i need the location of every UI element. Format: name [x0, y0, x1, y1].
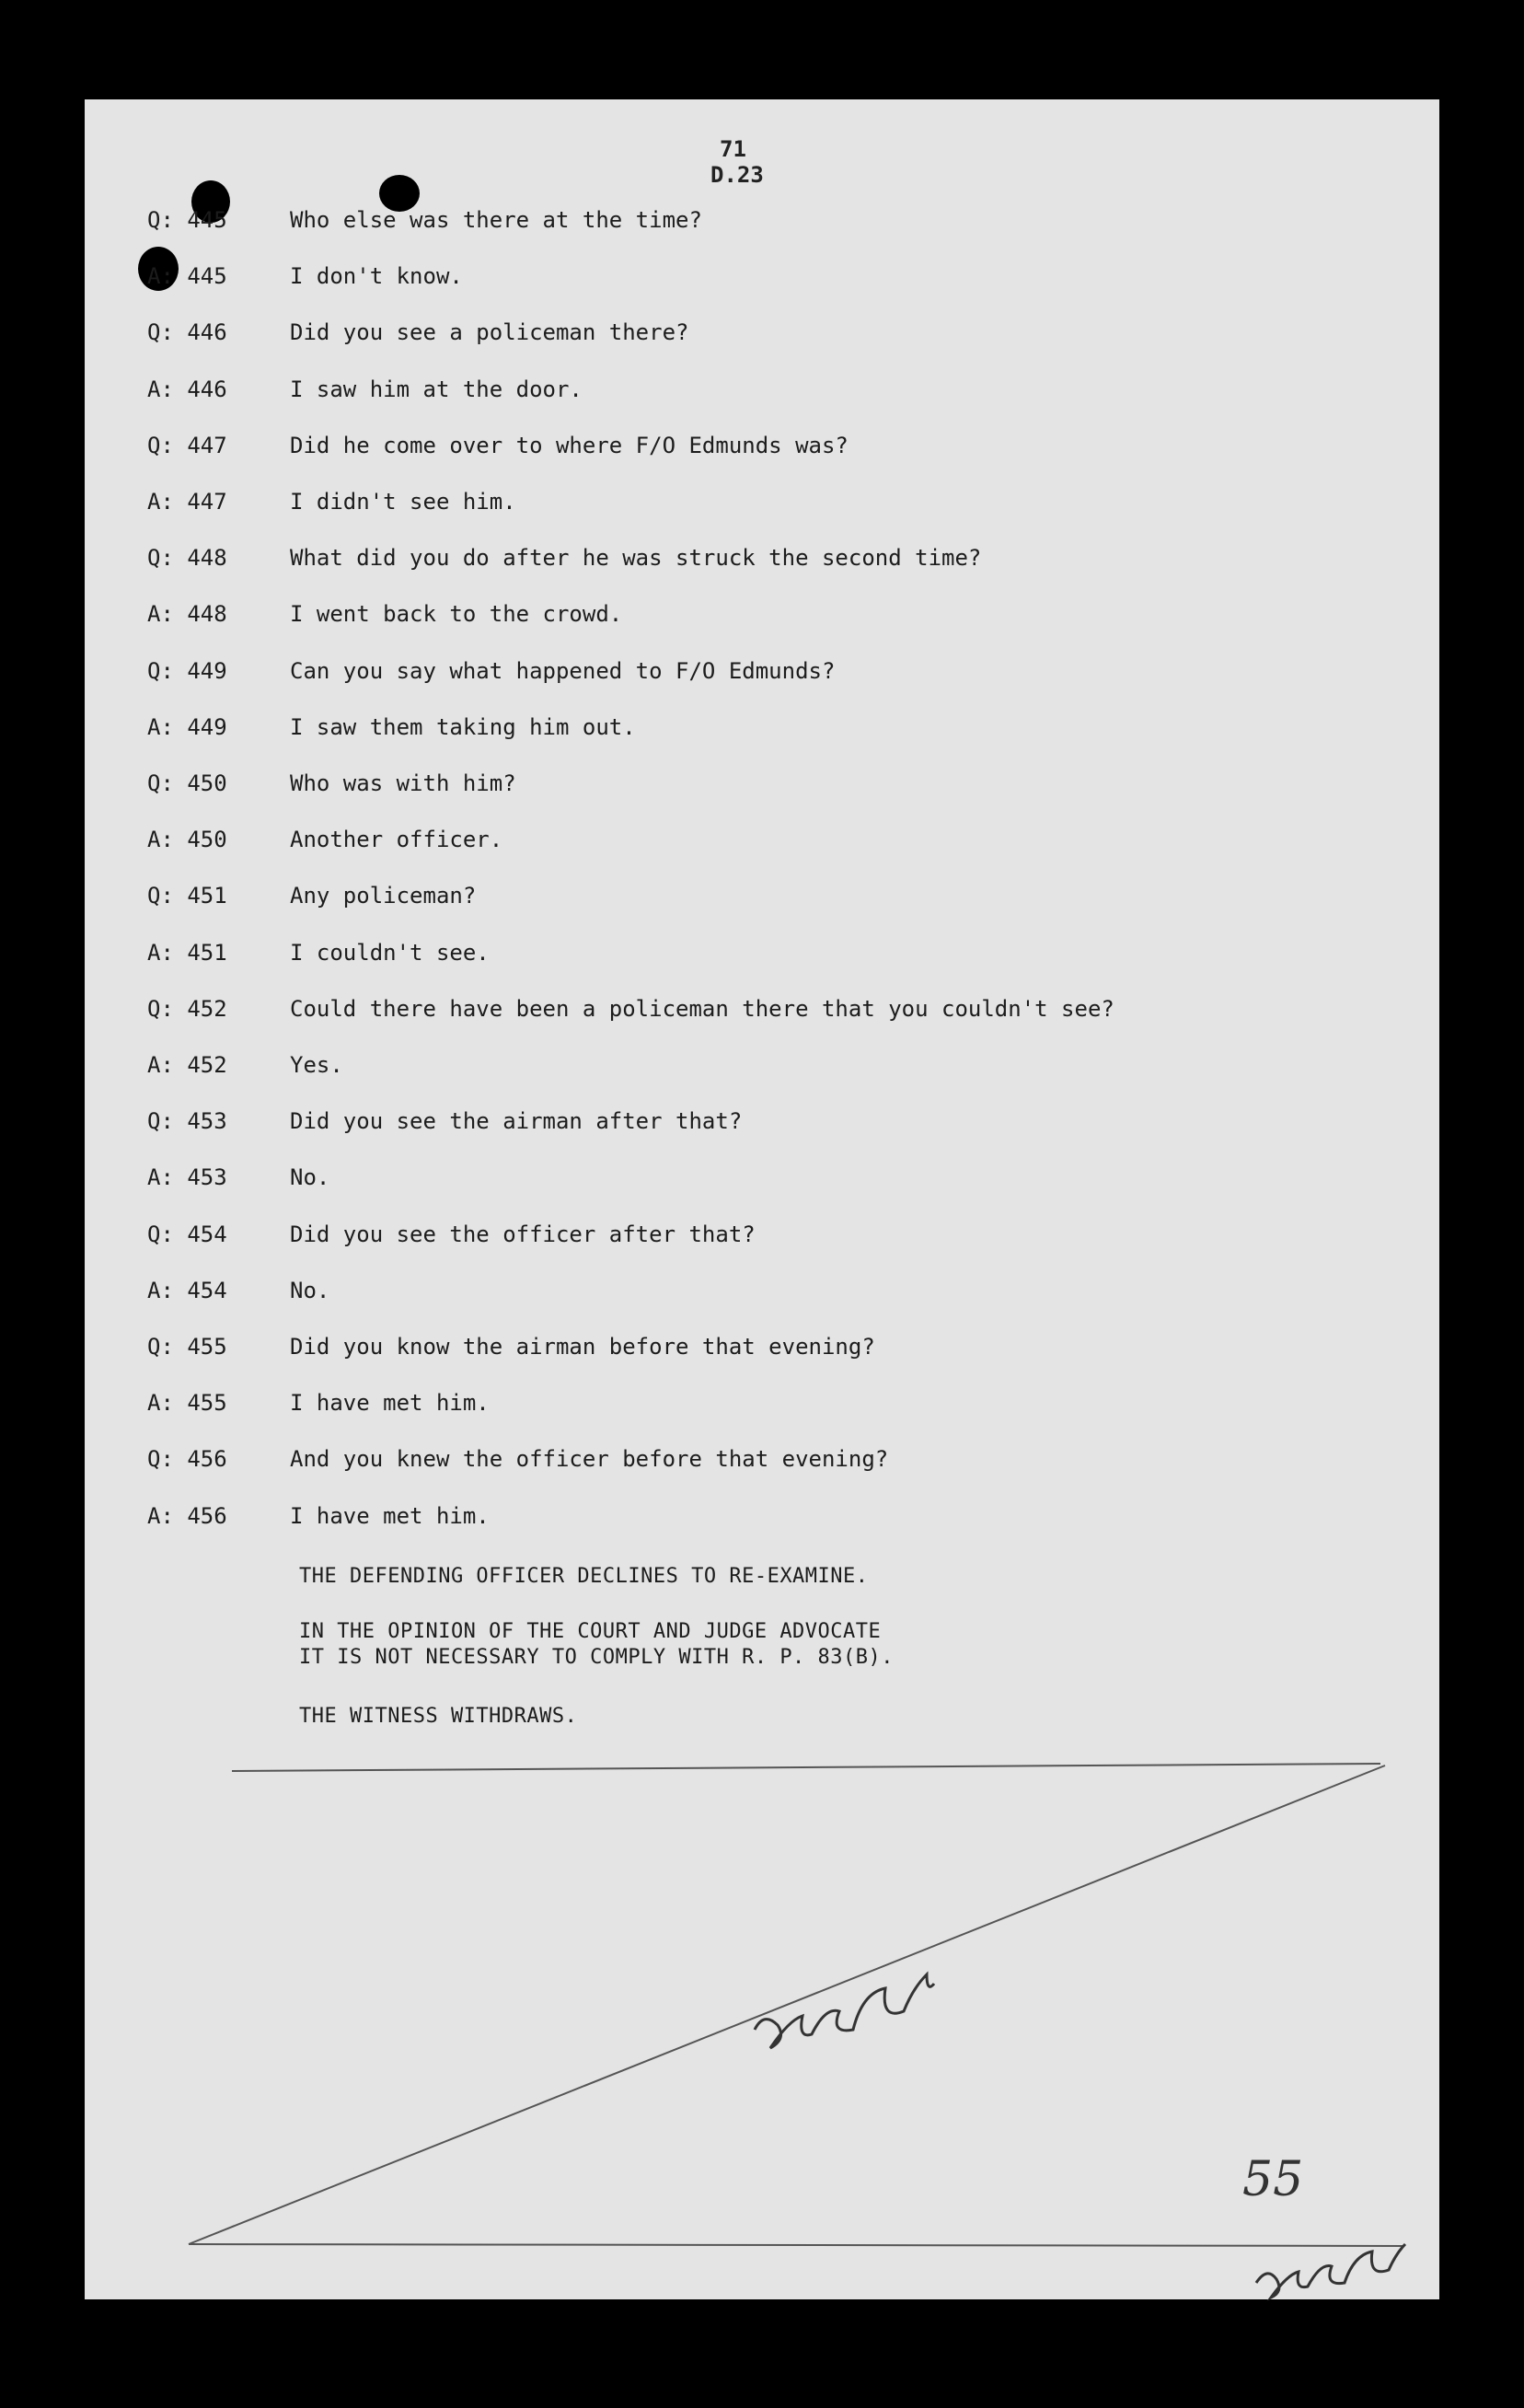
entry-text: Another officer. — [290, 827, 503, 853]
entry-label: A: 453 — [147, 1164, 227, 1191]
entry-text: Any policeman? — [290, 883, 477, 909]
entry-text: I saw them taking him out. — [290, 713, 636, 740]
entry-label: Q: 448 — [147, 545, 227, 572]
entry-text: Did you see the airman after that? — [290, 1108, 743, 1135]
entry-label: A: 451 — [147, 939, 227, 966]
entry-text: Did he come over to where F/O Edmunds was? — [290, 432, 849, 458]
entry-label: Q: 446 — [147, 319, 227, 346]
entry-label: A: 449 — [147, 713, 227, 740]
signature-center — [755, 1974, 934, 2048]
entry-label: Q: 455 — [147, 1334, 227, 1360]
entry-text: Who was with him? — [290, 770, 516, 796]
horizontal-rule — [232, 1764, 1380, 1771]
entry-label: A: 445 — [147, 263, 227, 290]
opinion-line-1: IN THE OPINION OF THE COURT AND JUDGE ADVOCATE — [299, 1620, 882, 1643]
folio-number: 55 — [1242, 2152, 1304, 2207]
entry-text: What did you do after he was struck the second time? — [290, 545, 982, 572]
witness-withdraws-note: THE WITNESS WITHDRAWS. — [299, 1705, 578, 1728]
entry-label: A: 455 — [147, 1390, 227, 1417]
entry-label: Q: 445 — [147, 207, 227, 233]
entry-label: Q: 456 — [147, 1446, 227, 1473]
entry-label: Q: 451 — [147, 883, 227, 909]
entry-label: Q: 453 — [147, 1108, 227, 1135]
page-number: 71 — [720, 136, 746, 162]
entry-text: Yes. — [290, 1052, 343, 1078]
entry-text: And you knew the officer before that evening? — [290, 1446, 889, 1473]
entry-text: I have met him. — [290, 1390, 490, 1417]
document-reference: D.23 — [710, 162, 764, 188]
entry-text: Can you say what happened to F/O Edmunds? — [290, 657, 836, 684]
entry-text: I have met him. — [290, 1502, 490, 1529]
entry-label: Q: 449 — [147, 657, 227, 684]
entry-text: No. — [290, 1164, 330, 1191]
entry-label: A: 456 — [147, 1502, 227, 1529]
entry-text: I saw him at the door. — [290, 376, 583, 402]
entry-text: Did you see a policeman there? — [290, 319, 689, 346]
entry-text: Did you see the officer after that? — [290, 1221, 756, 1247]
opinion-line-2: IT IS NOT NECESSARY TO COMPLY WITH R. P. 83(B). — [299, 1646, 895, 1669]
entry-text: I went back to the crowd. — [290, 601, 623, 628]
entry-label: A: 452 — [147, 1052, 227, 1078]
entry-text: No. — [290, 1277, 330, 1303]
entry-label: A: 450 — [147, 827, 227, 853]
diagonal-cancel-line — [189, 1765, 1385, 2244]
bottom-rule — [189, 2244, 1403, 2246]
entry-label: A: 454 — [147, 1277, 227, 1303]
entry-text: I couldn't see. — [290, 939, 490, 966]
entry-label: A: 447 — [147, 489, 227, 515]
entry-text: Could there have been a policeman there that you couldn't see? — [290, 995, 1114, 1022]
entry-label: A: 448 — [147, 601, 227, 628]
entry-text: Did you know the airman before that evening? — [290, 1334, 875, 1360]
defending-officer-note: THE DEFENDING OFFICER DECLINES TO RE-EXAMINE. — [299, 1565, 869, 1588]
entry-text: I don't know. — [290, 263, 463, 290]
signature-bottom — [1256, 2244, 1405, 2298]
entry-label: Q: 447 — [147, 432, 227, 458]
entry-text: I didn't see him. — [290, 489, 516, 515]
entry-label: A: 446 — [147, 376, 227, 402]
entry-label: Q: 450 — [147, 770, 227, 796]
entry-label: Q: 452 — [147, 995, 227, 1022]
entry-label: Q: 454 — [147, 1221, 227, 1247]
entry-text: Who else was there at the time? — [290, 207, 702, 233]
